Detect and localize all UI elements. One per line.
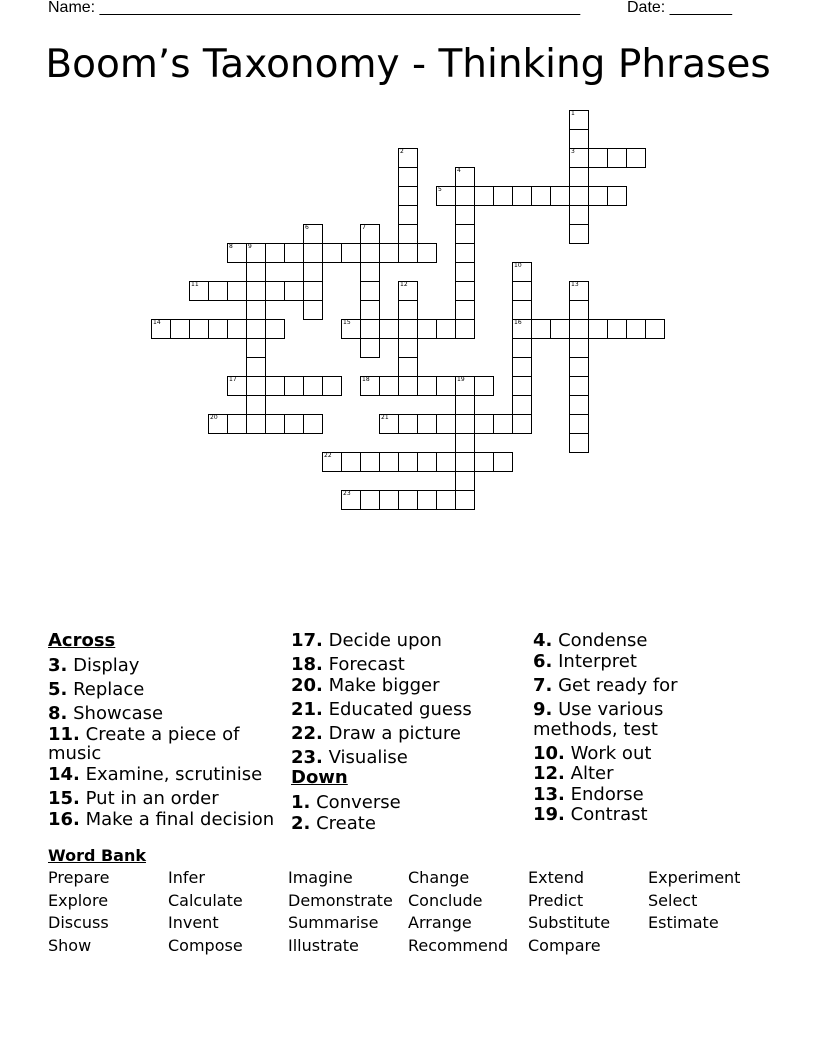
- crossword-cell[interactable]: [436, 452, 456, 472]
- crossword-cell[interactable]: [417, 490, 437, 510]
- word-bank-item: Change: [408, 868, 470, 887]
- clue-number: 5: [438, 186, 442, 193]
- crossword-cell[interactable]: [379, 243, 399, 263]
- word-bank-item: Estimate: [648, 913, 719, 932]
- crossword-cell[interactable]: [455, 281, 475, 301]
- word-bank-item: Predict: [528, 891, 584, 910]
- crossword-cell[interactable]: [645, 319, 665, 339]
- crossword-cell[interactable]: [607, 319, 627, 339]
- crossword-cell[interactable]: [512, 376, 532, 396]
- clue-across-14: 14. Examine, scrutinise: [48, 764, 263, 785]
- crossword-cell[interactable]: [455, 262, 475, 282]
- crossword-cell[interactable]: [398, 414, 418, 434]
- crossword-cell[interactable]: [436, 319, 456, 339]
- crossword-cell[interactable]: [455, 167, 475, 187]
- crossword-cell[interactable]: [208, 319, 228, 339]
- crossword-cell[interactable]: [417, 243, 437, 263]
- crossword-cell[interactable]: [569, 148, 589, 168]
- crossword-cell[interactable]: [550, 319, 570, 339]
- crossword-cell[interactable]: [246, 281, 266, 301]
- clue-down-4: 4. Condense: [533, 630, 648, 651]
- crossword-cell[interactable]: [398, 148, 418, 168]
- word-bank-item: Infer: [168, 868, 205, 887]
- word-bank-item: Illustrate: [288, 936, 359, 955]
- crossword-cell[interactable]: [512, 300, 532, 320]
- word-bank-item: Select: [648, 891, 698, 910]
- crossword-cell[interactable]: [455, 224, 475, 244]
- crossword-cell[interactable]: [417, 452, 437, 472]
- word-bank-item: Demonstrate: [288, 891, 393, 910]
- crossword-cell[interactable]: [208, 414, 228, 434]
- crossword-cell[interactable]: [151, 319, 171, 339]
- crossword-cell[interactable]: [360, 452, 380, 472]
- clue-number: 9: [248, 243, 252, 250]
- crossword-cell[interactable]: [379, 319, 399, 339]
- clue-down-1: 1. Converse: [291, 792, 401, 813]
- crossword-cell[interactable]: [189, 319, 209, 339]
- clue-number: 2: [400, 148, 404, 155]
- crossword-cell[interactable]: [436, 414, 456, 434]
- crossword-cell[interactable]: [569, 338, 589, 358]
- crossword-cell[interactable]: [550, 186, 570, 206]
- crossword-cell[interactable]: [455, 452, 475, 472]
- crossword-cell[interactable]: [512, 357, 532, 377]
- clue-number: 4: [457, 167, 461, 174]
- word-bank-item: Extend: [528, 868, 584, 887]
- clue-down-6: 6. Interpret: [533, 651, 637, 672]
- crossword-cell[interactable]: [360, 338, 380, 358]
- crossword-cell[interactable]: [474, 376, 494, 396]
- crossword-cell[interactable]: [341, 452, 361, 472]
- word-bank-item: Explore: [48, 891, 109, 910]
- crossword-cell[interactable]: [455, 186, 475, 206]
- clue-number: 21: [381, 414, 389, 421]
- word-bank-item: Compare: [528, 936, 601, 955]
- crossword-cell[interactable]: [436, 490, 456, 510]
- crossword-cell[interactable]: [398, 319, 418, 339]
- crossword-cell[interactable]: [417, 376, 437, 396]
- crossword-cell[interactable]: [227, 281, 247, 301]
- crossword-cell[interactable]: [512, 395, 532, 415]
- crossword-cell[interactable]: [398, 376, 418, 396]
- crossword-cell[interactable]: [398, 452, 418, 472]
- clue-down-10: 10. Work out: [533, 743, 652, 764]
- word-bank-item: Calculate: [168, 891, 243, 910]
- crossword-cell[interactable]: [626, 148, 646, 168]
- crossword-cell[interactable]: [569, 167, 589, 187]
- crossword-cell[interactable]: [588, 148, 608, 168]
- crossword-cell[interactable]: [322, 452, 342, 472]
- crossword-cell[interactable]: [208, 281, 228, 301]
- clue-number: 15: [343, 319, 351, 326]
- crossword-cell[interactable]: [455, 300, 475, 320]
- clue-across-5: 5. Replace: [48, 679, 145, 700]
- word-bank-item: Recommend: [408, 936, 509, 955]
- crossword-cell[interactable]: [569, 319, 589, 339]
- clue-number: 19: [457, 376, 465, 383]
- crossword-cell[interactable]: [398, 490, 418, 510]
- crossword-cell[interactable]: [588, 186, 608, 206]
- word-bank-item: Experiment: [648, 868, 741, 887]
- crossword-cell[interactable]: [398, 243, 418, 263]
- crossword-cell[interactable]: [284, 281, 304, 301]
- word-bank-item: Summarise: [288, 913, 379, 932]
- crossword-cell[interactable]: [569, 357, 589, 377]
- word-bank-item: Compose: [168, 936, 243, 955]
- crossword-cell[interactable]: [265, 243, 285, 263]
- crossword-cell[interactable]: [322, 243, 342, 263]
- crossword-cell[interactable]: [569, 300, 589, 320]
- clue-down-2: 2. Create: [291, 813, 376, 834]
- crossword-cell[interactable]: [341, 490, 361, 510]
- crossword-cell[interactable]: [189, 281, 209, 301]
- crossword-cell[interactable]: [265, 376, 285, 396]
- page-title: Boom’s Taxonomy - Thinking Phrases: [45, 42, 771, 87]
- clue-across-23: 23. Visualise: [291, 747, 408, 768]
- clue-number: 22: [324, 452, 332, 459]
- name-field-label: Name: ______________________________________________________: [48, 0, 581, 16]
- crossword-cell[interactable]: [455, 319, 475, 339]
- clue-number: 17: [229, 376, 237, 383]
- crossword-cell[interactable]: [284, 243, 304, 263]
- crossword-cell[interactable]: [303, 281, 323, 301]
- crossword-cell[interactable]: [436, 376, 456, 396]
- clue-across-17: 17. Decide upon: [291, 630, 442, 651]
- clue-number: 13: [571, 281, 579, 288]
- word-bank-item: Prepare: [48, 868, 110, 887]
- crossword-cell[interactable]: [227, 414, 247, 434]
- crossword-cell[interactable]: [512, 319, 532, 339]
- clue-number: 20: [210, 414, 218, 421]
- crossword-cell[interactable]: [569, 281, 589, 301]
- crossword-cell[interactable]: [569, 110, 589, 130]
- crossword-cell[interactable]: [379, 414, 399, 434]
- crossword-cell[interactable]: [607, 148, 627, 168]
- crossword-cell[interactable]: [569, 224, 589, 244]
- crossword-cell[interactable]: [303, 376, 323, 396]
- crossword-cell[interactable]: [360, 243, 380, 263]
- crossword-cell[interactable]: [265, 414, 285, 434]
- crossword-cell[interactable]: [493, 186, 513, 206]
- word-bank-item: Show: [48, 936, 92, 955]
- date-field-label: Date: _______: [627, 0, 732, 16]
- clue-down-7: 7. Get ready for: [533, 675, 678, 696]
- crossword-cell[interactable]: [569, 433, 589, 453]
- down-heading: Down: [291, 767, 348, 788]
- clue-across-21: 21. Educated guess: [291, 699, 472, 720]
- crossword-cell[interactable]: [360, 262, 380, 282]
- crossword-cell[interactable]: [569, 129, 589, 149]
- crossword-cell[interactable]: [246, 338, 266, 358]
- clue-number: 12: [400, 281, 408, 288]
- clue-number: 11: [191, 281, 199, 288]
- crossword-cell[interactable]: [569, 376, 589, 396]
- clue-number: 23: [343, 490, 351, 497]
- clue-number: 3: [571, 148, 575, 155]
- crossword-cell[interactable]: [303, 414, 323, 434]
- crossword-cell[interactable]: [303, 262, 323, 282]
- crossword-cell[interactable]: [170, 319, 190, 339]
- crossword-cell[interactable]: [246, 300, 266, 320]
- clue-down-19: 19. Contrast: [533, 804, 648, 825]
- crossword-cell[interactable]: [455, 376, 475, 396]
- crossword-cell[interactable]: [341, 243, 361, 263]
- crossword-cell[interactable]: [512, 186, 532, 206]
- word-bank-heading: Word Bank: [48, 846, 147, 865]
- crossword-cell[interactable]: [398, 281, 418, 301]
- crossword-cell[interactable]: [607, 186, 627, 206]
- crossword-cell[interactable]: [246, 414, 266, 434]
- crossword-cell[interactable]: [531, 319, 551, 339]
- crossword-cell[interactable]: [531, 186, 551, 206]
- crossword-cell[interactable]: [436, 186, 456, 206]
- word-bank-item: Invent: [168, 913, 219, 932]
- crossword-cell[interactable]: [512, 281, 532, 301]
- crossword-cell[interactable]: [360, 490, 380, 510]
- clue-number: 10: [514, 262, 522, 269]
- clue-down-12: 12. Alter: [533, 763, 614, 784]
- crossword-cell[interactable]: [360, 376, 380, 396]
- crossword-cell[interactable]: [379, 452, 399, 472]
- crossword-cell[interactable]: [227, 243, 247, 263]
- clue-across-18: 18. Forecast: [291, 654, 405, 675]
- crossword-cell[interactable]: [569, 186, 589, 206]
- crossword-cell[interactable]: [265, 281, 285, 301]
- word-bank-item: Discuss: [48, 913, 109, 932]
- crossword-cell[interactable]: [398, 357, 418, 377]
- clue-across-3: 3. Display: [48, 655, 140, 676]
- crossword-cell[interactable]: [360, 281, 380, 301]
- crossword-cell[interactable]: [246, 243, 266, 263]
- clue-number: 14: [153, 319, 161, 326]
- crossword-cell[interactable]: [512, 414, 532, 434]
- crossword-cell[interactable]: [455, 205, 475, 225]
- crossword-cell[interactable]: [303, 300, 323, 320]
- crossword-cell[interactable]: [455, 414, 475, 434]
- clue-number: 8: [229, 243, 233, 250]
- crossword-cell[interactable]: [455, 490, 475, 510]
- across-heading: Across: [48, 630, 116, 651]
- crossword-cell[interactable]: [455, 243, 475, 263]
- crossword-cell[interactable]: [360, 300, 380, 320]
- crossword-cell[interactable]: [398, 300, 418, 320]
- crossword-cell[interactable]: [246, 319, 266, 339]
- clue-number: 16: [514, 319, 522, 326]
- crossword-cell[interactable]: [569, 395, 589, 415]
- clue-across-20: 20. Make bigger: [291, 675, 440, 696]
- clue-number: 1: [571, 110, 575, 117]
- crossword-cell[interactable]: [246, 357, 266, 377]
- clue-across-22: 22. Draw a picture: [291, 723, 461, 744]
- clue-across-16: 16. Make a final decision: [48, 809, 275, 830]
- clue-across-15: 15. Put in an order: [48, 788, 219, 809]
- crossword-cell[interactable]: [398, 224, 418, 244]
- crossword-cell[interactable]: [246, 395, 266, 415]
- crossword-cell[interactable]: [227, 319, 247, 339]
- crossword-cell[interactable]: [284, 376, 304, 396]
- crossword-cell[interactable]: [360, 224, 380, 244]
- crossword-cell[interactable]: [341, 319, 361, 339]
- crossword-cell[interactable]: [569, 414, 589, 434]
- crossword-cell[interactable]: [474, 452, 494, 472]
- crossword-cell[interactable]: [398, 205, 418, 225]
- crossword-cell[interactable]: [303, 243, 323, 263]
- crossword-cell[interactable]: [379, 490, 399, 510]
- crossword-cell[interactable]: [284, 414, 304, 434]
- word-bank-item: Arrange: [408, 913, 472, 932]
- clue-down-9: 9. Use various methods, test: [533, 699, 664, 740]
- crossword-cell[interactable]: [398, 186, 418, 206]
- crossword-cell[interactable]: [398, 167, 418, 187]
- crossword-cell[interactable]: [512, 338, 532, 358]
- word-bank-item: Substitute: [528, 913, 611, 932]
- crossword-cell[interactable]: [417, 319, 437, 339]
- crossword-cell[interactable]: [322, 376, 342, 396]
- crossword-cell[interactable]: [379, 376, 399, 396]
- crossword-cell[interactable]: [227, 376, 247, 396]
- crossword-cell[interactable]: [493, 414, 513, 434]
- word-bank-item: Conclude: [408, 891, 483, 910]
- clue-across-8: 8. Showcase: [48, 703, 164, 724]
- crossword-cell[interactable]: [303, 224, 323, 244]
- crossword-cell[interactable]: [474, 414, 494, 434]
- clue-number: 6: [305, 224, 309, 231]
- crossword-cell[interactable]: [360, 319, 380, 339]
- crossword-cell[interactable]: [455, 395, 475, 415]
- clue-number: 18: [362, 376, 370, 383]
- crossword-cell[interactable]: [265, 319, 285, 339]
- crossword-cell[interactable]: [474, 186, 494, 206]
- clue-down-13: 13. Endorse: [533, 784, 644, 805]
- crossword-cell[interactable]: [512, 262, 532, 282]
- crossword-cell[interactable]: [569, 205, 589, 225]
- crossword-cell[interactable]: [246, 262, 266, 282]
- clue-number: 7: [362, 224, 366, 231]
- crossword-cell[interactable]: [493, 452, 513, 472]
- crossword-cell[interactable]: [455, 433, 475, 453]
- crossword-cell[interactable]: [455, 471, 475, 491]
- crossword-cell[interactable]: [246, 376, 266, 396]
- clue-across-11: 11. Create a piece of music: [48, 724, 240, 764]
- word-bank-item: Imagine: [288, 868, 353, 887]
- crossword-cell[interactable]: [588, 319, 608, 339]
- crossword-cell[interactable]: [417, 414, 437, 434]
- crossword-cell[interactable]: [626, 319, 646, 339]
- crossword-cell[interactable]: [398, 338, 418, 358]
